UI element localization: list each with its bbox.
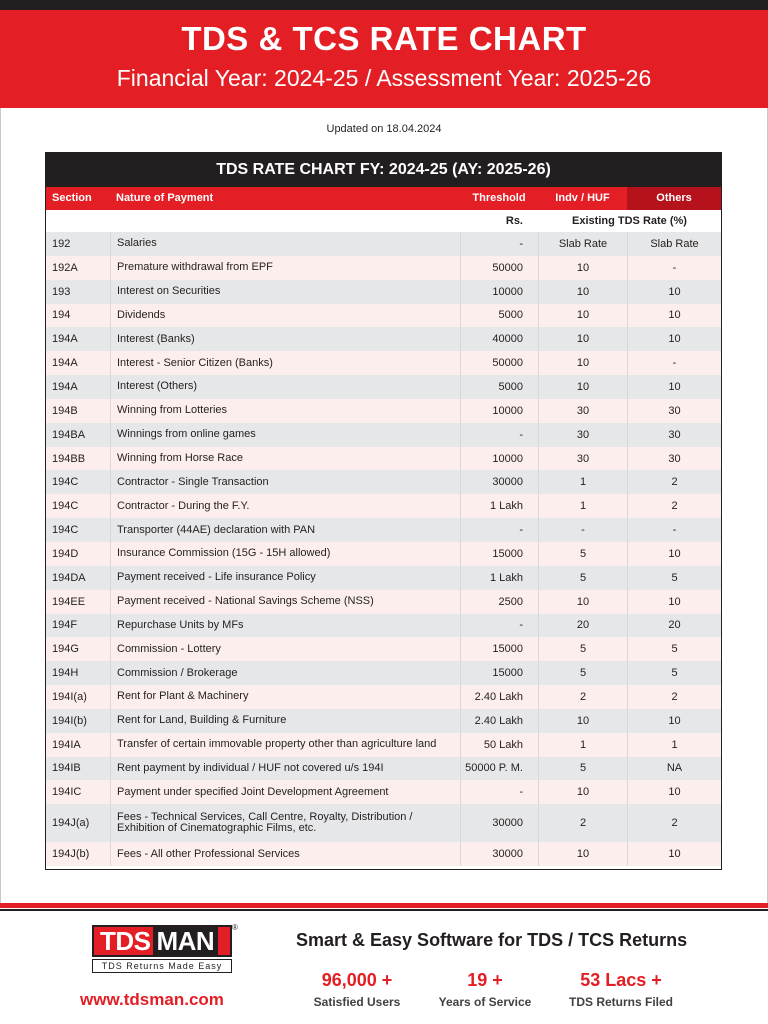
cell-indv-huf: 30 xyxy=(538,447,627,471)
table-row xyxy=(46,757,721,781)
cell-indv-huf: 10 xyxy=(538,842,627,866)
cell-section: 194C xyxy=(52,524,79,537)
cell-threshold: 50 Lakh xyxy=(460,733,538,757)
cell-others: 30 xyxy=(627,399,721,423)
cell-indv-huf: 5 xyxy=(538,757,627,781)
cell-section: 194A xyxy=(52,357,78,370)
cell-section: 194A xyxy=(52,333,78,346)
cell-section: 192A xyxy=(52,261,78,274)
table-title: TDS RATE CHART FY: 2024-25 (AY: 2025-26) xyxy=(46,153,721,187)
cell-threshold: 10000 xyxy=(460,399,538,423)
cell-others: 2 xyxy=(627,804,721,842)
cell-indv-huf: 2 xyxy=(538,804,627,842)
cell-nature: Premature withdrawal from EPF xyxy=(110,256,460,280)
updated-date: Updated on 18.04.2024 xyxy=(326,123,442,135)
cell-nature: Interest - Senior Citizen (Banks) xyxy=(110,351,460,375)
cell-indv-huf: 10 xyxy=(538,709,627,733)
cell-nature: Transfer of certain immovable property other than agriculture land xyxy=(110,733,460,757)
table-subheader-row xyxy=(46,210,721,232)
threshold-unit: Rs. xyxy=(505,215,523,227)
website-link[interactable]: www.tdsman.com xyxy=(80,990,224,1009)
cell-others: 5 xyxy=(627,566,721,590)
table-row xyxy=(46,232,721,256)
cell-indv-huf: Slab Rate xyxy=(538,232,627,256)
stat-label: Years of Service xyxy=(438,995,532,1009)
table-row xyxy=(46,375,721,399)
table-row xyxy=(46,494,721,518)
cell-others: 30 xyxy=(627,423,721,447)
tdsman-logo xyxy=(82,925,238,975)
cell-threshold: 30000 xyxy=(460,842,538,866)
cell-indv-huf: 1 xyxy=(538,494,627,518)
table-row xyxy=(46,304,721,328)
stat-label: TDS Returns Filed xyxy=(568,995,673,1009)
cell-indv-huf: 5 xyxy=(538,661,627,685)
cell-threshold: 2500 xyxy=(460,590,538,614)
cell-others: 10 xyxy=(627,590,721,614)
cell-section: 194D xyxy=(52,547,79,560)
stat-satisfied-users xyxy=(300,970,414,1009)
cell-others: 10 xyxy=(627,375,721,399)
cell-nature: Salaries xyxy=(110,232,460,256)
cell-section: 194B xyxy=(52,404,78,417)
cell-others: Slab Rate xyxy=(627,232,721,256)
cell-indv-huf: 10 xyxy=(538,780,627,804)
cell-nature: Payment received - Life insurance Policy xyxy=(110,566,460,590)
cell-indv-huf: 30 xyxy=(538,423,627,447)
cell-others: 20 xyxy=(627,614,721,638)
cell-nature: Winning from Lotteries xyxy=(110,399,460,423)
cell-section: 194I(b) xyxy=(52,714,87,727)
table-row xyxy=(46,518,721,542)
cell-indv-huf: 10 xyxy=(538,327,627,351)
cell-section: 194H xyxy=(52,667,79,680)
cell-indv-huf: 10 xyxy=(538,351,627,375)
table-row xyxy=(46,470,721,494)
cell-threshold: 10000 xyxy=(460,280,538,304)
cell-section: 194BA xyxy=(52,428,86,441)
cell-indv-huf: 5 xyxy=(538,542,627,566)
cell-threshold: 1 Lakh xyxy=(460,494,538,518)
cell-section: 194F xyxy=(52,619,78,632)
cell-threshold: 30000 xyxy=(460,470,538,494)
table-row xyxy=(46,590,721,614)
table-row xyxy=(46,327,721,351)
col-header-indv-huf: Indv / HUF xyxy=(538,187,627,210)
cell-section: 194A xyxy=(52,380,78,393)
cell-threshold: 5000 xyxy=(460,304,538,328)
table-header-row xyxy=(46,187,721,210)
page-subtitle: Financial Year: 2024-25 / Assessment Year: 2025-26 xyxy=(116,65,652,91)
cell-section: 194IB xyxy=(52,762,81,775)
cell-indv-huf: 2 xyxy=(538,685,627,709)
footer-tagline: Smart & Easy Software for TDS / TCS Returns xyxy=(296,930,688,950)
table-row xyxy=(46,423,721,447)
cell-nature: Contractor - Single Transaction xyxy=(110,470,460,494)
cell-others: - xyxy=(627,518,721,542)
cell-threshold: - xyxy=(460,614,538,638)
cell-indv-huf: 5 xyxy=(538,637,627,661)
cell-nature: Payment received - National Savings Scheme (NSS) xyxy=(110,590,460,614)
page-header xyxy=(0,10,768,108)
cell-indv-huf: 20 xyxy=(538,614,627,638)
cell-others: 30 xyxy=(627,447,721,471)
cell-others: 10 xyxy=(627,280,721,304)
table-row xyxy=(46,804,721,842)
cell-section: 194J(a) xyxy=(52,817,90,830)
table-row xyxy=(46,733,721,757)
cell-threshold: 40000 xyxy=(460,327,538,351)
table-row xyxy=(46,842,721,866)
cell-others: 10 xyxy=(627,304,721,328)
cell-nature: Interest (Banks) xyxy=(110,327,460,351)
cell-indv-huf: 10 xyxy=(538,304,627,328)
table-row xyxy=(46,709,721,733)
cell-indv-huf: 10 xyxy=(538,256,627,280)
stat-returns-filed xyxy=(556,970,686,1009)
registered-mark: ® xyxy=(232,923,238,932)
cell-threshold: - xyxy=(460,232,538,256)
tds-rate-table xyxy=(45,152,722,870)
cell-indv-huf: 10 xyxy=(538,590,627,614)
cell-others: 5 xyxy=(627,637,721,661)
table-row xyxy=(46,351,721,375)
cell-nature: Interest on Securities xyxy=(110,280,460,304)
footer-red-rule xyxy=(0,903,768,908)
logo-text-man: MAN xyxy=(153,927,219,955)
page-title: TDS & TCS RATE CHART xyxy=(181,20,587,57)
table-row xyxy=(46,566,721,590)
logo-tagline: TDS Returns Made Easy xyxy=(92,959,232,973)
table-row xyxy=(46,780,721,804)
rate-label: Existing TDS Rate (%) xyxy=(572,215,687,227)
cell-nature: Rent for Plant & Machinery xyxy=(110,685,460,709)
cell-nature: Commission - Lottery xyxy=(110,637,460,661)
cell-section: 194DA xyxy=(52,571,86,584)
cell-nature: Dividends xyxy=(110,304,460,328)
cell-others: - xyxy=(627,256,721,280)
cell-section: 194I(a) xyxy=(52,690,87,703)
cell-others: 2 xyxy=(627,685,721,709)
cell-threshold: 2.40 Lakh xyxy=(460,709,538,733)
cell-nature: Transporter (44AE) declaration with PAN xyxy=(110,518,460,542)
cell-indv-huf: 5 xyxy=(538,566,627,590)
cell-others: 1 xyxy=(627,733,721,757)
cell-threshold: 15000 xyxy=(460,637,538,661)
cell-threshold: 30000 xyxy=(460,804,538,842)
cell-others: NA xyxy=(627,757,721,781)
cell-threshold: 50000 xyxy=(460,256,538,280)
cell-threshold: 15000 xyxy=(460,542,538,566)
cell-indv-huf: 1 xyxy=(538,733,627,757)
cell-indv-huf: - xyxy=(538,518,627,542)
table-row xyxy=(46,542,721,566)
stat-years-of-service xyxy=(428,970,542,1009)
stat-label: Satisfied Users xyxy=(313,995,401,1009)
stat-number: 19 + xyxy=(467,970,503,990)
cell-section: 194IA xyxy=(52,738,81,751)
table-row xyxy=(46,614,721,638)
cell-threshold: - xyxy=(460,780,538,804)
cell-others: 10 xyxy=(627,842,721,866)
cell-indv-huf: 10 xyxy=(538,375,627,399)
cell-others: - xyxy=(627,351,721,375)
stat-number: 96,000 + xyxy=(321,970,393,990)
cell-section: 194C xyxy=(52,476,79,489)
col-header-nature: Nature of Payment xyxy=(116,192,214,204)
cell-others: 10 xyxy=(627,542,721,566)
cell-section: 194G xyxy=(52,643,79,656)
col-header-section: Section xyxy=(52,192,92,204)
cell-others: 10 xyxy=(627,327,721,351)
cell-nature: Rent payment by individual / HUF not covered u/s 194I xyxy=(110,757,460,781)
cell-nature: Repurchase Units by MFs xyxy=(110,614,460,638)
table-row xyxy=(46,256,721,280)
stat-number: 53 Lacs + xyxy=(580,970,662,990)
cell-others: 10 xyxy=(627,709,721,733)
cell-section: 194BB xyxy=(52,452,86,465)
col-header-others: Others xyxy=(627,187,721,210)
cell-others: 10 xyxy=(627,780,721,804)
cell-threshold: - xyxy=(460,423,538,447)
cell-others: 2 xyxy=(627,470,721,494)
cell-nature: Contractor - During the F.Y. xyxy=(110,494,460,518)
cell-others: 5 xyxy=(627,661,721,685)
cell-section: 194EE xyxy=(52,595,86,608)
cell-threshold: 50000 xyxy=(460,351,538,375)
cell-threshold: 5000 xyxy=(460,375,538,399)
cell-section: 194J(b) xyxy=(52,848,90,861)
cell-nature: Winnings from online games xyxy=(110,423,460,447)
cell-section: 194 xyxy=(52,309,71,322)
cell-indv-huf: 30 xyxy=(538,399,627,423)
cell-threshold: 50000 P. M. xyxy=(460,757,538,781)
table-row xyxy=(46,637,721,661)
cell-nature: Commission / Brokerage xyxy=(110,661,460,685)
cell-indv-huf: 10 xyxy=(538,280,627,304)
cell-nature: Fees - Technical Services, Call Centre, Royalty, Distribution / Exhibition of Cinematographic Films, etc. xyxy=(110,804,460,842)
table-row xyxy=(46,280,721,304)
cell-section: 193 xyxy=(52,285,71,298)
cell-threshold: 1 Lakh xyxy=(460,566,538,590)
cell-indv-huf: 1 xyxy=(538,470,627,494)
table-body xyxy=(46,232,721,866)
logo-text-tds: TDS xyxy=(100,926,151,956)
cell-section: 194IC xyxy=(52,786,82,799)
cell-threshold: 10000 xyxy=(460,447,538,471)
cell-threshold: 2.40 Lakh xyxy=(460,685,538,709)
cell-nature: Interest (Others) xyxy=(110,375,460,399)
table-row xyxy=(46,685,721,709)
cell-threshold: - xyxy=(460,518,538,542)
col-header-threshold: Threshold xyxy=(472,192,526,204)
cell-section: 194C xyxy=(52,500,79,513)
table-row xyxy=(46,399,721,423)
cell-section: 192 xyxy=(52,237,71,250)
cell-nature: Fees - All other Professional Services xyxy=(110,842,460,866)
top-dark-bar xyxy=(0,0,768,10)
cell-nature: Insurance Commission (15G - 15H allowed) xyxy=(110,542,460,566)
cell-nature: Rent for Land, Building & Furniture xyxy=(110,709,460,733)
table-row xyxy=(46,661,721,685)
cell-threshold: 15000 xyxy=(460,661,538,685)
footer-dark-rule xyxy=(0,909,768,911)
cell-others: 2 xyxy=(627,494,721,518)
cell-nature: Winning from Horse Race xyxy=(110,447,460,471)
cell-nature: Payment under specified Joint Development Agreement xyxy=(110,780,460,804)
table-row xyxy=(46,447,721,471)
